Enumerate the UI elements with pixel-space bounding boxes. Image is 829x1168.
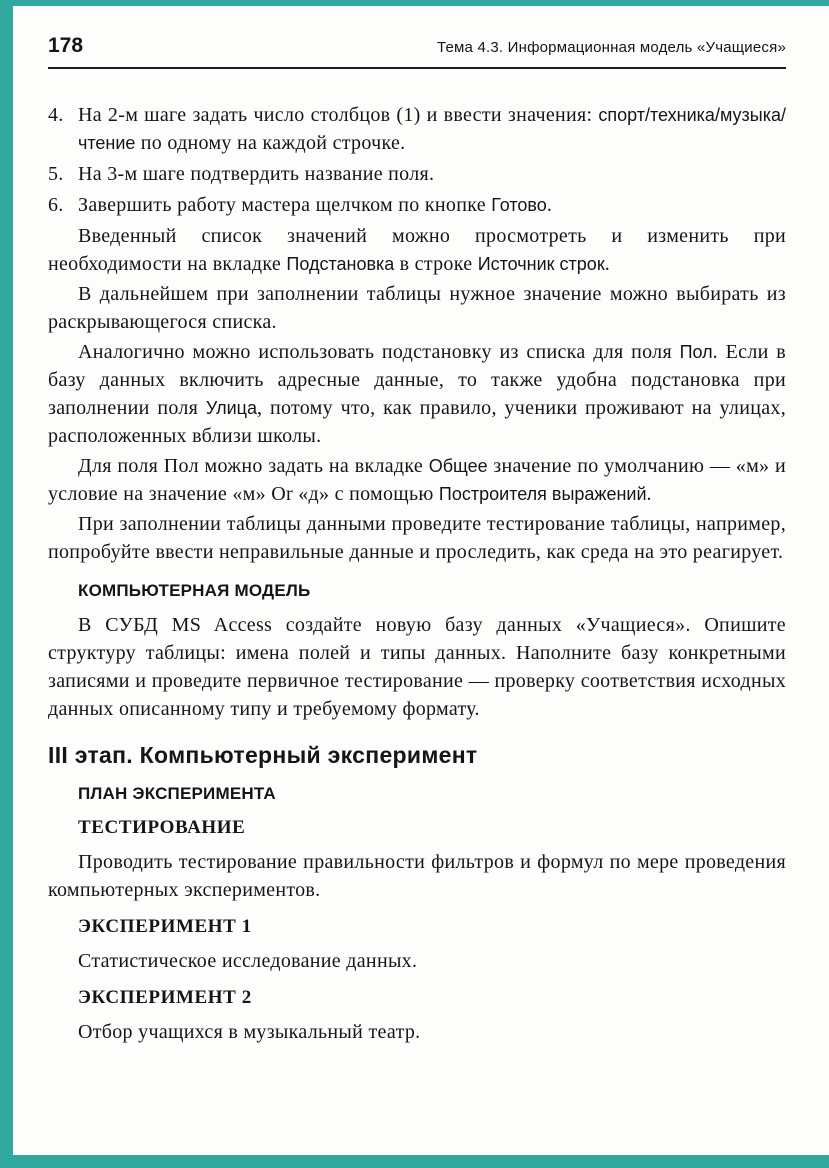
- page-number: 178: [48, 34, 84, 57]
- paragraph-pol-field: [48, 338, 786, 450]
- text-run: по одному на каждой строчке.: [135, 132, 406, 154]
- paragraph-computer-model: [48, 611, 786, 723]
- text-run: Улица: [205, 398, 257, 418]
- text-run: Отбор учащихся в музыкальный театр.: [78, 1021, 421, 1043]
- page-body: [48, 101, 786, 1046]
- paragraph-testing-desc: [48, 848, 786, 904]
- page-header: [48, 34, 786, 58]
- text-run: . Если в базу данных включить адресные данные, то также удобна подстановка при заполнении поля: [48, 341, 786, 419]
- list-item-6: [48, 191, 786, 219]
- list-text: [78, 160, 786, 188]
- text-run: Проводить тестирование правильности фильтров и формул по мере проведения компьютерных экспериментов.: [48, 851, 786, 901]
- paragraph-default-value: [48, 452, 786, 508]
- text-run: Готово: [491, 195, 547, 215]
- page-edge-top: [0, 0, 829, 6]
- list-marker: 4.: [48, 104, 64, 126]
- text-run: На 3-м шаге подтвердить название поля.: [78, 163, 435, 185]
- list-marker: 6.: [48, 194, 64, 216]
- paragraph-list-values: [48, 222, 786, 278]
- text-run: В СУБД MS Access создайте новую базу данных «Учащиеся». Опишите структуру таблицы: имена полей и типы данных. Наполните базу конкретными записями и проведите первичное тестирование — проверку соответствия исходных данных описанному типу и требуемому формату.: [48, 614, 786, 720]
- text-run: Статистическое исследование данных.: [78, 950, 418, 972]
- text-run: На 2-м шаге задать число столбцов (1) и ввести значения:: [78, 104, 599, 126]
- text-run: .: [546, 194, 553, 216]
- text-run: .: [604, 253, 610, 275]
- text-run: спорт/техника/музыка/чтение: [78, 105, 786, 153]
- list-text: [78, 191, 786, 219]
- text-run: При заполнении таблицы данными проведите тестирование таблицы, например, попробуйте ввести неправильные данные и проследить, как среда на это реагирует.: [48, 513, 786, 563]
- text-run: Общее: [428, 456, 488, 476]
- heading-stage-3: III этап. Компьютерный эксперимент: [48, 742, 478, 768]
- text-run: Подстановка: [286, 254, 395, 274]
- text-run: Введенный список значений можно просмотреть и изменить при необходимости на вкладке: [48, 225, 786, 275]
- running-title: Тема 4.3. Информационная модель «Учащиеся»: [436, 39, 786, 56]
- text-run: В дальнейшем при заполнении таблицы нужное значение можно выбирать из раскрывающегося списка.: [48, 283, 786, 333]
- list-item-4: [48, 101, 786, 157]
- list-item-5: [48, 160, 786, 188]
- list-marker: 5.: [48, 163, 64, 185]
- heading-experiment-2: ЭКСПЕРИМЕНТ 2: [78, 987, 252, 1008]
- page-edge-bottom: [0, 1155, 829, 1168]
- paragraph-table-testing: [48, 510, 786, 566]
- text-run: Аналогично можно использовать подстановку из списка для поля: [78, 341, 680, 363]
- text-run: значение по умолчанию — «м» и условие на значение «м» Or «д» с помощью: [48, 455, 786, 505]
- heading-experiment-plan: ПЛАН ЭКСПЕРИМЕНТА: [78, 784, 276, 803]
- paragraph-experiment-2: [48, 1018, 786, 1046]
- book-page: [48, 34, 786, 1046]
- heading-computer-model: КОМПЬЮТЕРНАЯ МОДЕЛЬ: [78, 581, 311, 600]
- text-run: Завершить работу мастера щелчком по кнопке: [78, 194, 492, 216]
- page-edge-left: [0, 0, 13, 1168]
- text-run: , потому что, как правило, ученики проживают на улицах, расположенных вблизи школы.: [48, 397, 786, 447]
- text-run: Для поля Пол можно задать на вкладке: [78, 455, 429, 477]
- text-run: .: [646, 483, 652, 505]
- text-run: в строке: [394, 253, 478, 275]
- text-run: Источник строк: [477, 254, 605, 274]
- paragraph-dropdown: [48, 280, 786, 336]
- text-run: Построителя выражений: [438, 484, 647, 504]
- heading-experiment-1: ЭКСПЕРИМЕНТ 1: [78, 916, 252, 937]
- heading-testing: ТЕСТИРОВАНИЕ: [78, 817, 246, 838]
- text-run: Пол: [679, 342, 713, 362]
- list-text: [78, 101, 786, 157]
- paragraph-experiment-1: [48, 947, 786, 975]
- header-rule: [48, 67, 786, 69]
